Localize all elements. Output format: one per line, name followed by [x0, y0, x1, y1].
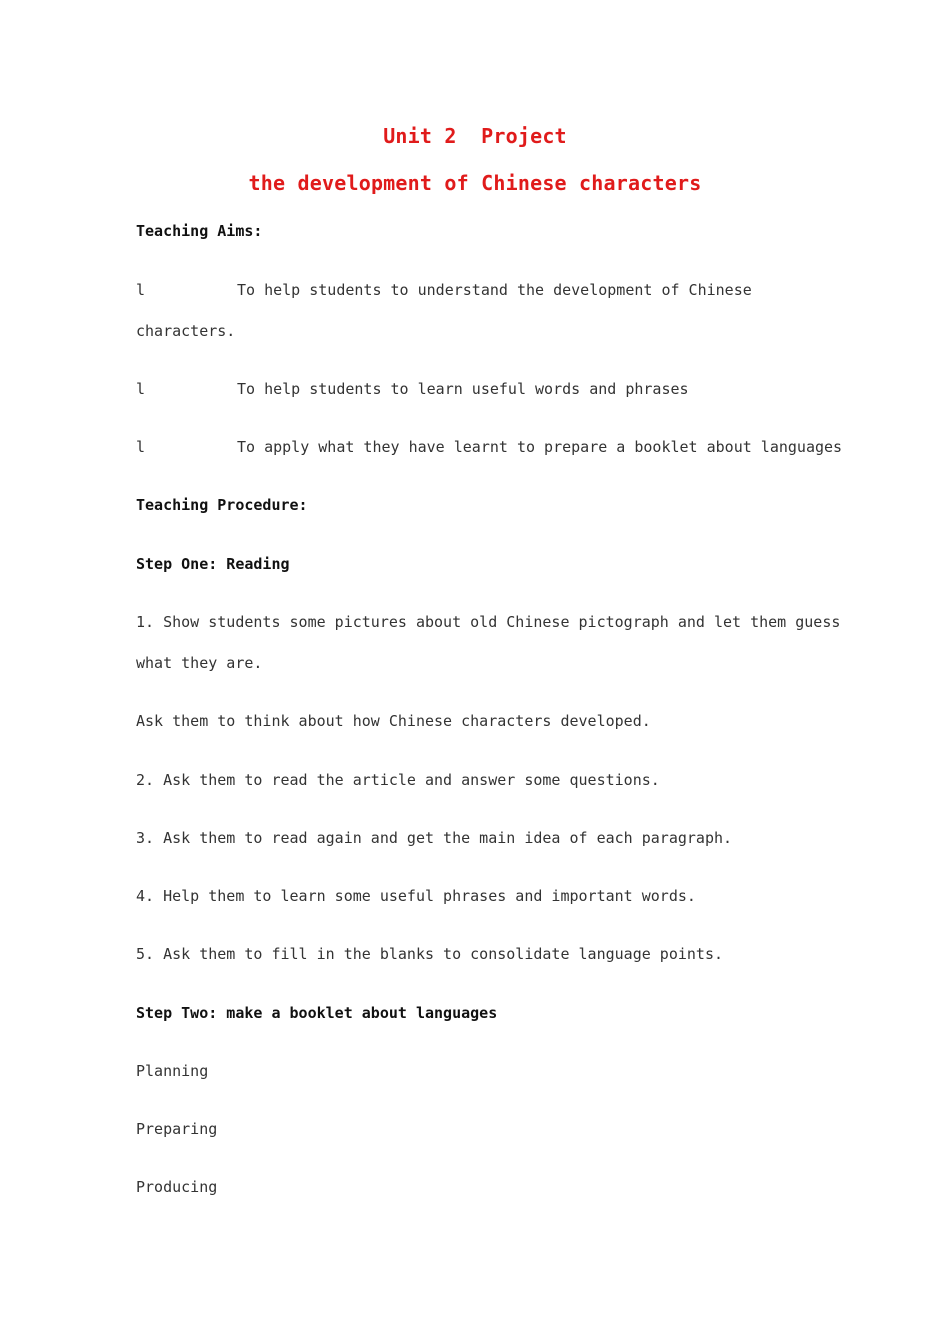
aims-heading: Teaching Aims:: [136, 222, 263, 240]
list-item: 4. Help them to learn some useful phrases and important words.: [136, 887, 696, 905]
list-item: 2. Ask them to read the article and answer some questions.: [136, 771, 660, 789]
bullet-marker: l: [136, 281, 146, 299]
list-item: Preparing: [136, 1120, 218, 1138]
aim-text: To help students to learn useful words and phrases: [237, 380, 689, 398]
list-item: Planning: [136, 1062, 209, 1080]
list-item: Producing: [136, 1178, 218, 1196]
list-item: what they are.: [136, 654, 263, 672]
step-two-heading: Step Two: make a booklet about languages: [136, 1004, 498, 1022]
list-item: 5. Ask them to fill in the blanks to consolidate language points.: [136, 945, 723, 963]
procedure-heading: Teaching Procedure:: [136, 496, 308, 514]
list-item: 1. Show students some pictures about old Chinese pictograph and let them guess: [136, 613, 841, 631]
list-item: 3. Ask them to read again and get the main idea of each paragraph.: [136, 829, 733, 847]
bullet-marker: l: [136, 380, 146, 398]
aim-text: To help students to understand the development of Chinese: [237, 281, 752, 299]
list-item: Ask them to think about how Chinese characters developed.: [136, 712, 651, 730]
document-title: Unit 2 Project: [383, 124, 567, 148]
document-subtitle: the development of Chinese characters: [248, 171, 702, 195]
step-one-heading: Step One: Reading: [136, 555, 290, 573]
bullet-marker: l: [136, 438, 146, 456]
aim-text: To apply what they have learnt to prepare a booklet about languages: [237, 438, 843, 456]
aim-continuation: characters.: [136, 322, 236, 340]
